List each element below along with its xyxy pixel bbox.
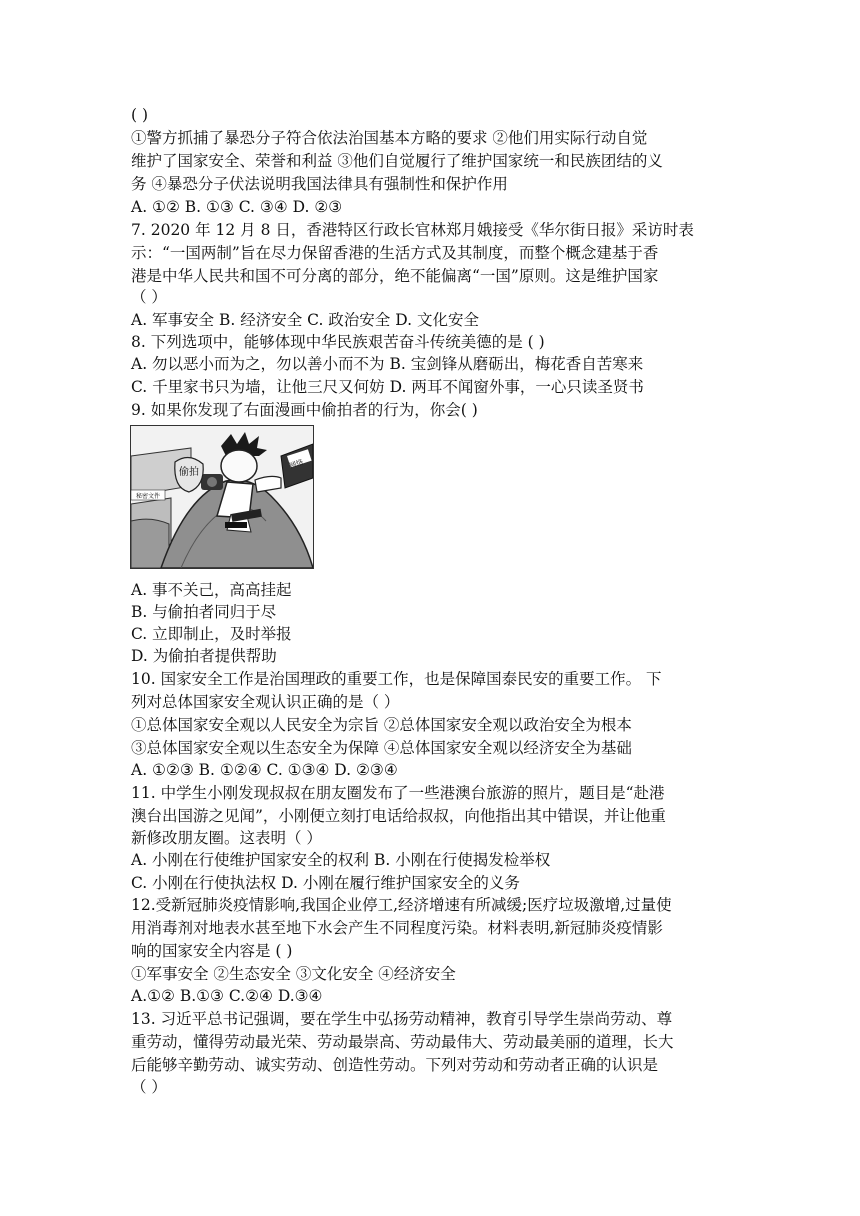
q12-stem-line: 用消毒剂对地表水甚至地下水会产生不同程度污染。材料表明,新冠肺炎疫情影: [131, 919, 663, 937]
q9-option-d: D. 为偷拍者提供帮助: [131, 647, 277, 665]
q8-stem: 8. 下列选项中，能够体现中华民族艰苦奋斗传统美德的是 ( ): [131, 333, 545, 351]
q13-answer-bracket: （ ）: [131, 1078, 167, 1096]
q11-options-cd: C. 小刚在行使执法权 D. 小刚在履行维护国家安全的义务: [131, 874, 520, 892]
q7-stem-line: 7. 2020 年 12 月 8 日，香港特区行政长官林郑月娥接受《华尔街日报》采访时表: [131, 221, 694, 239]
q7-answer-bracket: （ ）: [131, 288, 167, 306]
q10-options: A. ①②③ B. ①②④ C. ①③④ D. ②③④: [131, 761, 398, 779]
q6-options: A. ①② B. ①③ C. ③④ D. ②③: [131, 198, 343, 216]
q10-stem-line: 列对总体国家安全观认识正确的是（ ）: [131, 693, 400, 711]
q12-statement-line: ①军事安全 ②生态安全 ③文化安全 ④经济安全: [131, 965, 456, 983]
q11-stem-line: 新修改朋友圈。这表明（ ）: [131, 829, 322, 847]
q9-option-c: C. 立即制止，及时举报: [131, 625, 292, 643]
q6-answer-bracket: ( ): [131, 106, 149, 124]
q13-stem-line: 重劳动，懂得劳动最光荣、劳动最崇高、劳动最伟大、劳动最美丽的道理，长大: [131, 1033, 674, 1051]
q10-statement-line: ③总体国家安全观以生态安全为保障 ④总体国家安全观以经济安全为基础: [131, 739, 632, 757]
camera-label: 偷拍: [179, 467, 199, 478]
q13-stem-line: 后能够辛勤劳动、诚实劳动、创造性劳动。下列对劳动和劳动者正确的认识是: [131, 1056, 659, 1074]
spy-cartoon-image: [130, 425, 314, 569]
q11-options-ab: A. 小刚在行使维护国家安全的权利 B. 小刚在行使揭发检举权: [131, 851, 551, 869]
q8-options-cd: C. 千里家书只为墙，让他三尺又何妨 D. 两耳不闻窗外事，一心只读圣贤书: [131, 378, 644, 396]
q11-stem-line: 11. 中学生小刚发现叔叔在朋友圈发布了一些港澳台旅游的照片，题目是“赴港: [131, 784, 665, 802]
q7-stem-line: 示：“一国两制”旨在尽力保留香港的生活方式及其制度，而整个概念建基于香: [131, 244, 659, 262]
q8-options-ab: A. 勿以恶小而为之，勿以善小而不为 B. 宝剑锋从磨砺出，梅花香自苦寒来: [131, 355, 644, 373]
q9-stem: 9. 如果你发现了右面漫画中偷拍者的行为，你会( ): [131, 401, 478, 419]
q11-stem-line: 澳台出国游之见闻”，小刚便立刻打电话给叔叔，向他指出其中错误，并让他重: [131, 807, 666, 825]
sign-label: 网络: [288, 458, 305, 471]
q6-statement-line: ①警方抓捕了暴恐分子符合依法治国基本方略的要求 ②他们用实际行动自觉: [131, 129, 648, 147]
q12-stem-line: 12.受新冠肺炎疫情影响,我国企业停工,经济增速有所减缓;医疗垃圾激增,过量使: [131, 896, 672, 914]
q10-statement-line: ①总体国家安全观以人民安全为宗旨 ②总体国家安全观以政治安全为根本: [131, 716, 632, 734]
q6-statement-line: 务 ④暴恐分子伏法说明我国法律具有强制性和保护作用: [131, 175, 508, 193]
q10-stem-line: 10. 国家安全工作是治国理政的重要工作，也是保障国泰民安的重要工作。 下: [131, 670, 662, 688]
q13-stem-line: 13. 习近平总书记强调，要在学生中弘扬劳动精神，教育引导学生崇尚劳动、尊: [131, 1010, 673, 1028]
q9-option-a: A. 事不关己，高高挂起: [131, 581, 292, 599]
side-label: 秘密文件: [135, 493, 161, 500]
q9-option-b: B. 与偷拍者同归于尽: [131, 603, 277, 621]
q12-stem-line: 响的国家安全内容是 ( ): [131, 942, 293, 960]
q6-statement-line: 维护了国家安全、荣誉和利益 ③他们自觉履行了维护国家统一和民族团结的义: [131, 152, 663, 170]
q7-options: A. 军事安全 B. 经济安全 C. 政治安全 D. 文化安全: [131, 311, 479, 329]
q12-options: A.①② B.①③ C.②④ D.③④: [131, 987, 323, 1005]
q7-stem-line: 港是中华人民共和国不可分离的部分，绝不能偏离“一国”原则。这是维护国家: [131, 267, 659, 285]
